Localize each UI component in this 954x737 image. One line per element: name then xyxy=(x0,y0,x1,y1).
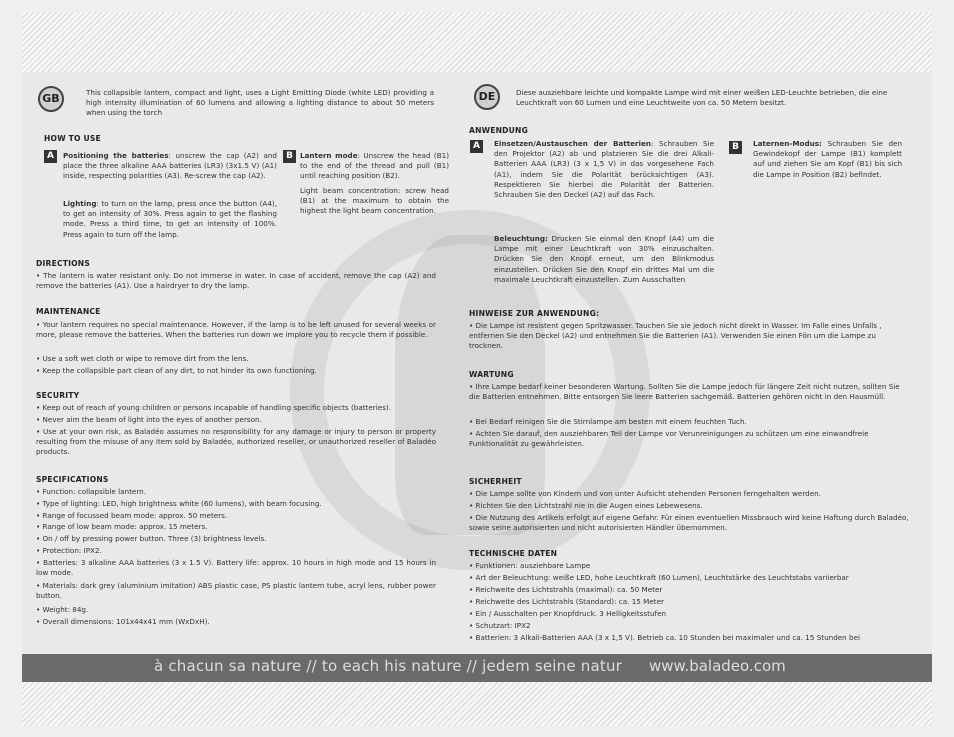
de-tech-item: • Art der Beleuchtung: weiße LED, hohe Leuchtkraft (60 Lumen), Leuchtstärke des Leuchtstabs variierbar xyxy=(469,573,849,582)
de-hinweise-text: • Die Lampe ist resistent gegen Spritzwasser. Tauchen Sie sie jedoch nicht direkt in Wasser. Im Falle eines Unfalls , entfernen Sie den Deckel (A2) und entnehmen Sie die Batterien (A1). Verwenden Sie einen Fön um die Lampe zu trocknen. xyxy=(469,321,882,351)
en-maintenance-3: • Keep the collapsible part clean of any dirt, to not hinder its own functioning. xyxy=(36,366,317,375)
gb-flag-icon: GB xyxy=(38,86,64,112)
en-spec-item: • Function: collapsible lantern. xyxy=(36,487,146,496)
en-security-2: • Never aim the beam of light into the eyes of another person. xyxy=(36,415,262,424)
en-a-text: : unscrew the cap (A2) and place the three alkaline AAA batteries (LR3) (3x1.5 V) (A1) inside, respecting polarities (A3). Re-screw the cap (A2). xyxy=(63,151,277,181)
de-intro: Diese ausziehbare leichte und kompakte Lampe wird mit einer weißen LED-Leuchte betrieben, die eine Leuchtkraft von 60 Lumen und eine Leuchtweite von ca. 50 Metern besitzt. xyxy=(516,88,888,108)
en-box-b: B xyxy=(283,150,296,163)
de-wartung-3: • Achten Sie darauf, den ausziehbaren Teil der Lampe vor Verunreinigungen zu schützen um eine einwandfreie Funktionalität zu gewährleisten. xyxy=(469,429,869,449)
de-beleuchtung-text: Drucken Sie einmal den Knopf (A4) um die Lampe mit einer Leuchtkraft von 30% einzuschalten. Drücken Sie den Knopf erneut, um den Blinkmodus einzustellen. Drücken Sie den Knopf ein drittes Mal um die maximale Leuchtkraft einzustellen. Zum Ausschalten xyxy=(494,234,714,284)
de-box-b: B xyxy=(729,141,742,154)
en-maintenance-2: • Use a soft wet cloth or wipe to remove dirt from the lens. xyxy=(36,354,249,363)
de-tech-item: • Funktionen: ausziehbare Lampe xyxy=(469,561,591,570)
de-beleuchtung xyxy=(494,234,714,285)
de-hinweise-heading: HINWEISE ZUR ANWENDUNG: xyxy=(469,309,600,318)
hatch-bottom xyxy=(22,682,932,726)
de-tech-item: • Schutzart: IPX2 xyxy=(469,621,531,630)
hatch-top xyxy=(22,12,932,72)
en-lighting-title: Lighting xyxy=(63,199,97,208)
de-tech-item: • Reichweite des Lichtstrahls (Standard): ca. 15 Meter xyxy=(469,597,664,606)
en-b-text: : Unscrew the head (B1) to the end of the thread and pull (B1) until reaching position (B2). xyxy=(300,151,449,181)
de-anwendung-heading: ANWENDUNG xyxy=(469,126,529,135)
de-beleuchtung-title: Beleuchtung: xyxy=(494,234,548,243)
en-spec-item: • Weight: 84g. xyxy=(36,605,89,614)
de-tech-heading: TECHNISCHE DATEN xyxy=(469,549,558,558)
de-wartung-2: • Bei Bedarf reinigen Sie die Stirnlampe am besten mit einem feuchten Tuch. xyxy=(469,417,747,426)
de-wartung-heading: WARTUNG xyxy=(469,370,514,379)
en-security-heading: SECURITY xyxy=(36,391,80,400)
en-directions-heading: DIRECTIONS xyxy=(36,259,91,268)
en-security-3: • Use at your own risk, as Baladéo assumes no responsibility for any damage or injury to person or property resulting from the misuse of any item sold by Baladéo, authorized reseller, or unauthorized reseller of Baladéo products. xyxy=(36,427,436,457)
de-section-b xyxy=(753,139,902,180)
de-a-text: : Schrauben Sie den Projektor (A2) ab und platzieren Sie die drei Alkali-Batterien AAA (LR3) (3 x 1,5 V) in das vorgesehene Fach (A1), indem Sie die Polarität berücksichtigen (A3). Respektieren Sie hierbei die Polarität der Batterien. Schrauben Sie den Deckel (A2) auf das Fach. xyxy=(494,139,714,200)
en-directions-text: • The lantern is water resistant only. Do not immerse in water. In case of accident, remove the cap (A2) and remove the batteries (A1). Use a hairdryer to dry the lamp. xyxy=(36,271,436,291)
de-box-a: A xyxy=(470,140,483,153)
en-section-b xyxy=(300,151,449,182)
de-b-title: Laternen-Modus: xyxy=(753,139,822,148)
en-security-1: • Keep out of reach of young children or persons incapable of handling specific objects (batteries). xyxy=(36,403,391,412)
en-lighting-text: : to turn on the lamp, press once the button (A4), to get an intensity of 30%. Press again to get the flashing mode. Press a third time, to get an intensity of 100%. Press again to turn off the lamp. xyxy=(63,199,277,239)
en-spec-item: • Range of low beam mode: approx. 15 meters. xyxy=(36,522,208,531)
de-tech-item: • Ein / Ausschalten per Knopfdruck. 3 Helligkeitsstufen xyxy=(469,609,667,618)
en-intro: This collapsible lantern, compact and light, uses a Light Emitting Diode (white LED) providing a high intensity illumination of 60 lumens and allowing a lighting distance to about 50 meters when using the torch xyxy=(86,88,434,118)
de-sicherheit-2: • Richten Sie den Lichtstrahl nie in die Augen eines Lebewesens. xyxy=(469,501,703,510)
en-box-a: A xyxy=(44,150,57,163)
en-lighting xyxy=(63,199,277,240)
en-specs-heading: SPECIFICATIONS xyxy=(36,475,109,484)
de-b-text: Schrauben Sie den Gewindekopf der Lampe (B1) komplett auf und ziehen Sie am Kopf (B1) bis sich die Lampe in Position (B2) befindet. xyxy=(753,139,902,179)
en-b-title: Lantern mode xyxy=(300,151,358,160)
de-flag-icon: DE xyxy=(474,84,500,110)
footer-url: www.baladeo.com xyxy=(649,657,786,675)
en-spec-item: • Materials: dark grey (aluminium imitation) ABS plastic case, PS plastic lantern tube, acryl lens, rubber power button. xyxy=(36,581,436,601)
en-b-text2: Light beam concentration: screw head (B1) at the maximum to obtain the highest the light beam concentration. xyxy=(300,186,449,216)
en-section-a xyxy=(63,151,277,182)
de-section-a xyxy=(494,139,714,200)
en-spec-item: • Batteries: 3 alkaline AAA batteries (3 x 1.5 V). Battery life: approx. 10 hours in high mode and 15 hours in low mode. xyxy=(36,558,436,578)
en-spec-item: • Range of focussed beam mode: approx. 50 meters. xyxy=(36,511,228,520)
en-spec-item: • Overall dimensions: 101x44x41 mm (WxDxH). xyxy=(36,617,210,626)
de-sicherheit-1: • Die Lampe sollte von Kindern und von unter Aufsicht stehenden Personen ferngehalten werden. xyxy=(469,489,821,498)
de-wartung-1: • Ihre Lampe bedarf keiner besonderen Wartung. Sollten Sie die Lampe jedoch für längere Zeit nicht nutzen, sollten Sie die Batterien entnehmen. Bitte entsorgen Sie leere Batterien sachgemäß. Batterien gehören nicht in den Hausmüll. xyxy=(469,382,900,402)
de-a-title: Einsetzen/Austauschen der Batterien xyxy=(494,139,652,148)
en-maintenance-heading: MAINTENANCE xyxy=(36,307,101,316)
en-spec-item: • On / off by pressing power button. Three (3) brightness levels. xyxy=(36,534,267,543)
de-tech-item: • Batterien: 3 Alkali-Batterien AAA (3 x 1,5 V). Betrieb ca. 10 Stunden bei maximaler und ca. 15 Stunden bei xyxy=(469,633,861,642)
en-maintenance-1: • Your lantern requires no special maintenance. However, if the lamp is to be left unused for several weeks or more, please remove the batteries. When the batteries run down we implore you to recycle them if possible. xyxy=(36,320,436,340)
de-sicherheit-3: • Die Nutzung des Artikels erfolgt auf eigene Gefahr. Für einen eventuellen Missbrauch wird keine Haftung durch Baladéo, sowie seine autorisierten und nicht autorisierten Händler übernommen. xyxy=(469,513,909,533)
en-spec-item: • Protection: IPX2. xyxy=(36,546,102,555)
en-how-to-use-heading: HOW TO USE xyxy=(44,134,101,143)
de-sicherheit-heading: SICHERHEIT xyxy=(469,477,522,486)
footer-slogan: à chacun sa nature // to each his nature // jedem seine natur xyxy=(154,657,623,675)
en-a-title: Positioning the batteries xyxy=(63,151,169,160)
footer-banner xyxy=(22,654,932,682)
en-spec-item: • Type of lighting: LED, high brightness white (60 lumens), with beam focusing. xyxy=(36,499,322,508)
de-tech-item: • Reichweite des Lichtstrahls (maximal): ca. 50 Meter xyxy=(469,585,663,594)
